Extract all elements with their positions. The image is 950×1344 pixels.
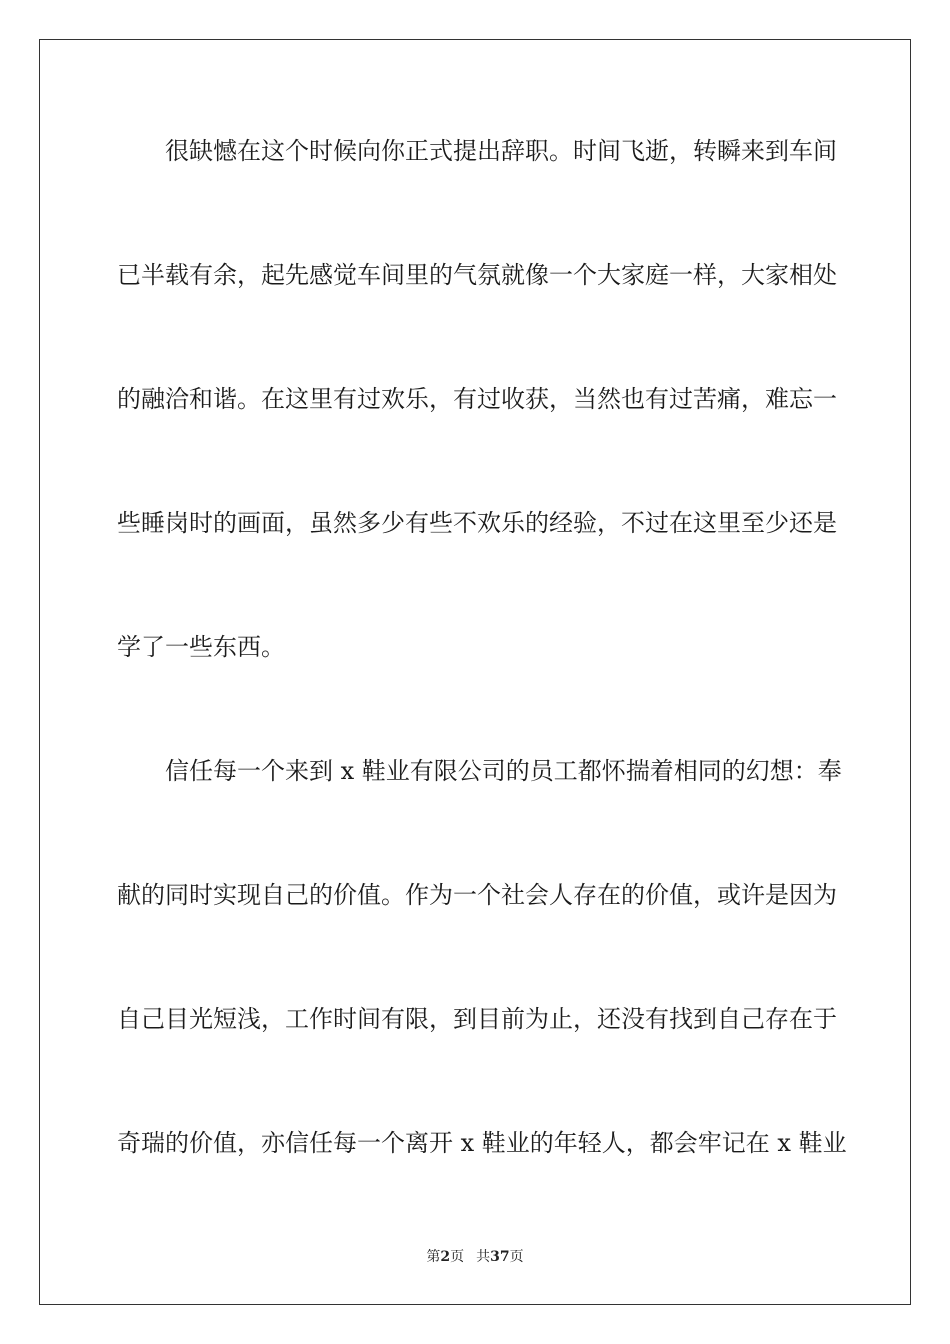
total-pages: 37 (490, 1249, 510, 1265)
paragraph-2-line-3: 自己目光短浅，工作时间有限，到目前为止，还没有找到自己存在于 (117, 1005, 837, 1033)
page-border (39, 39, 911, 1305)
paragraph-1-line-4: 些睡岗时的画面，虽然多少有些不欢乐的经验，不过在这里至少还是 (117, 509, 837, 537)
paragraph-2-line-2: 献的同时实现自己的价值。作为一个社会人存在的价值，或许是因为 (117, 881, 837, 909)
page-suffix: 页 (450, 1249, 465, 1265)
paragraph-1-line-5: 学了一些东西。 (117, 633, 285, 661)
paragraph-1-line-2: 已半载有余，起先感觉车间里的气氛就像一个大家庭一样，大家相处 (117, 261, 837, 289)
paragraph-1-line-3: 的融洽和谐。在这里有过欢乐，有过收获，当然也有过苦痛，难忘一 (117, 385, 837, 413)
paragraph-2-line-1: 信任每一个来到 x 鞋业有限公司的员工都怀揣着相同的幻想：奉 (165, 757, 842, 785)
total-suffix: 页 (509, 1249, 524, 1265)
paragraph-1-line-1: 很缺憾在这个时候向你正式提出辞职。时间飞逝，转瞬来到车间 (165, 137, 837, 165)
paragraph-2-line-4: 奇瑞的价值，亦信任每一个离开 x 鞋业的年轻人，都会牢记在 x 鞋业 (117, 1129, 847, 1157)
page-footer (0, 1247, 950, 1267)
page-number: 2 (440, 1249, 451, 1265)
total-prefix: 共 (476, 1249, 491, 1265)
page-prefix: 第 (426, 1249, 441, 1265)
